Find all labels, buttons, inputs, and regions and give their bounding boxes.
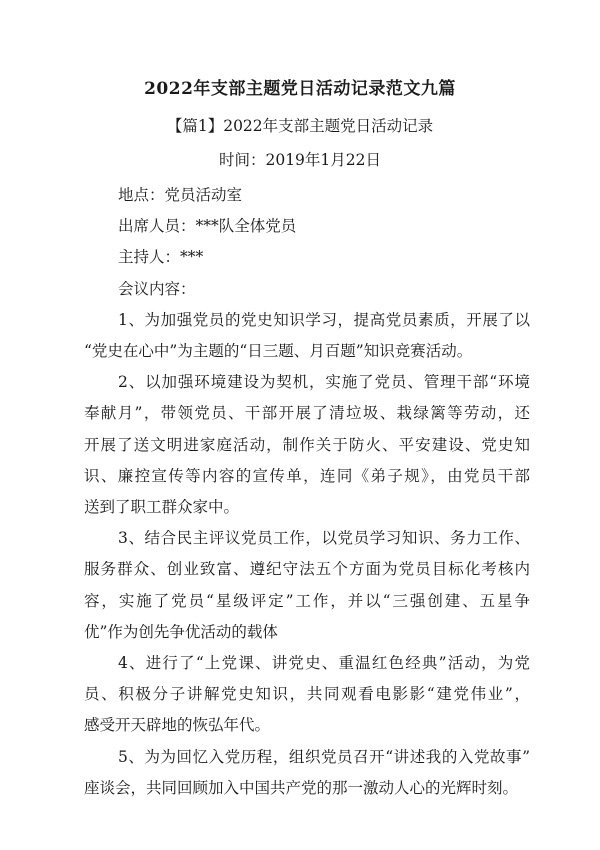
paragraph-line: 员、积极分子讲解党史知识，共同观看电影影“建党伟业”， [84,685,530,704]
paragraph-line: 感受开天辟地的恢弘年代。 [84,716,271,735]
paragraph-line: 识、廉控宣传等内容的宣传单，连同《弟子规》，由党员干部 [84,466,530,485]
paragraph-line: 优”作为创先争优活动的载体 [84,622,278,641]
paragraph-line: 服务群众、创业致富、遵纪守法五个方面为党员目标化考核内 [84,560,530,579]
content-label: 会议内容： [118,279,196,298]
document-title: 2022年支部主题党日活动记录范文九篇 [144,79,456,99]
time-line: 时间：2019年1月22日 [218,151,382,169]
paragraph-line: 送到了职工群众家中。 [84,498,240,517]
paragraph-line: 5、为为回忆入党历程，组织党员召开“讲述我的入党故事” [118,747,530,766]
paragraph-1 [84,305,530,367]
paragraph-line: 座谈会，共同回顾加入中国共产党的那一激动人心的光辉时刻。 [84,778,519,797]
paragraph-line: 4、进行了“上党课、讲党史、重温红色经典”活动，为党 [118,654,530,673]
paragraph-line: “党史在心中”为主题的“日三题、月百题”知识竞赛活动。 [84,342,473,361]
paragraph-2 [84,367,530,523]
paragraph-3 [84,523,530,648]
paragraph-line: 1、为加强党员的党史知识学习，提高党员素质，开展了以 [118,310,530,329]
paragraph-5 [84,742,530,804]
section-heading: 【篇1】2022年支部主题党日活动记录 [166,117,434,135]
paragraph-line: 容，实施了党员“星级评定”工作，并以“三强创建、五星争 [84,591,530,610]
attendees-field: 出席人员：***队全体党员 [118,217,297,236]
document-body [84,180,530,804]
paragraph-4 [84,648,530,742]
host-field: 主持人：*** [118,248,204,267]
paragraph-line: 奉献月”，带领党员、干部开展了清垃圾、栽绿篱等劳动，还 [84,404,530,423]
location-field: 地点：党员活动室 [118,186,243,204]
paragraph-line: 开展了送文明进家庭活动，制作关于防火、平安建设、党史知 [84,435,530,454]
paragraph-line: 2、以加强环境建设为契机，实施了党员、管理干部“环境 [118,373,530,392]
paragraph-line: 3、结合民主评议党员工作，以党员学习知识、务力工作、 [118,529,530,548]
